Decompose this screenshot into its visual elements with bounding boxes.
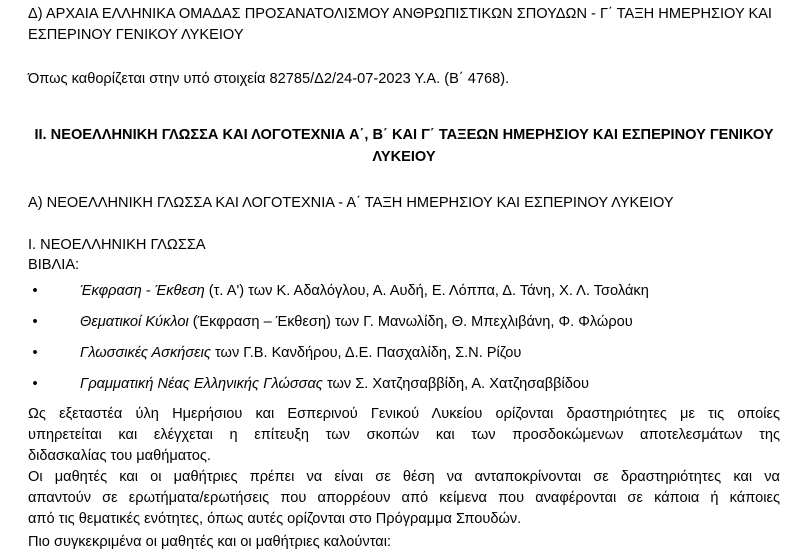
- bullet-icon: •: [32, 345, 38, 361]
- paragraph-2: [28, 467, 780, 530]
- book-title: Γλωσσικές Ασκήσεις: [80, 345, 211, 361]
- book-entry-3: [80, 343, 521, 364]
- paragraph-line: Πιο συγκεκριμένα οι μαθητές και οι μαθήτριες καλούνται:: [28, 534, 391, 550]
- paragraph-line: από τις θεματικές ενότητες, όπως αυτές ορίζονται στο Πρόγραμμα Σπουδών.: [28, 511, 522, 527]
- bullet-icon: •: [32, 283, 38, 299]
- paragraph-line: Ως εξεταστέα ύλη Ημερήσιου και Εσπερινού Γενικού Λυκείου ορίζονται δραστηριότητες με τις οποίες: [28, 406, 780, 422]
- book-entry-2: [80, 312, 633, 333]
- section-d-note: Όπως καθορίζεται στην υπό στοιχεία 82785/Δ2/24-07-2023 Υ.Α. (Β΄ 4768).: [28, 71, 510, 87]
- bullet-icon: •: [32, 314, 38, 330]
- book-entry-1: [80, 281, 649, 302]
- book-entry-4: [80, 374, 589, 395]
- paragraph-line: υπηρετείται και ελέγχεται η επίτευξη των σκοπών και των προσδοκώμενων αποτελεσμάτων της: [28, 427, 780, 443]
- book-authors: (τ. Α') των Κ. Αδαλόγλου, Α. Αυδή, Ε. Λόππα, Δ. Τάνη, Χ. Λ. Τσολάκη: [204, 283, 649, 299]
- book-authors: των Σ. Χατζησαββίδη, Α. Χατζησαββίδου: [322, 376, 589, 392]
- section-d-heading-line2: ΕΣΠΕΡΙΝΟΥ ΓΕΝΙΚΟΥ ΛΥΚΕΙΟΥ: [28, 27, 244, 43]
- section-a-title: Α) ΝΕΟΕΛΛΗΝΙΚΗ ΓΛΩΣΣΑ ΚΑΙ ΛΟΓΟΤΕΧΝΙΑ - Α΄ ΤΑΞΗ ΗΜΕΡΗΣΙΟΥ ΚΑΙ ΕΣΠΕΡΙΝΟΥ ΛΥΚΕΙΟΥ: [28, 195, 674, 211]
- book-title: Θεματικοί Κύκλοι: [80, 314, 189, 330]
- paragraph-1: [28, 404, 780, 467]
- books-label: ΒΙΒΛΙΑ:: [28, 257, 80, 273]
- book-title: Έκφραση - Έκθεση: [80, 283, 205, 299]
- bullet-icon: •: [32, 376, 38, 392]
- book-authors: (Έκφραση – Έκθεση) των Γ. Μανωλίδη, Θ. Μπεχλιβάνη, Φ. Φλώρου: [188, 314, 633, 330]
- paragraph-line: Οι μαθητές και οι μαθήτριες πρέπει να είναι σε θέση να ανταποκρίνονται σε δραστηριότητες και να: [28, 469, 780, 485]
- book-authors: των Γ.Β. Κανδήρου, Δ.Ε. Πασχαλίδη, Σ.Ν. Ρίζου: [210, 345, 522, 361]
- section-ii-heading-line2: ΛΥΚΕΙΟΥ: [372, 149, 436, 165]
- book-title: Γραμματική Νέας Ελληνικής Γλώσσας: [80, 376, 323, 392]
- section-d-heading-line1: Δ) ΑΡΧΑΙΑ ΕΛΛΗΝΙΚΑ ΟΜΑΔΑΣ ΠΡΟΣΑΝΑΤΟΛΙΣΜΟΥ ΑΝΘΡΩΠΙΣΤΙΚΩΝ ΣΠΟΥΔΩΝ - Γ΄ ΤΑΞΗ ΗΜΕΡΗΣΙΟΥ ΚΑΙ: [28, 6, 772, 22]
- paragraph-line: διδασκαλίας του μαθήματος.: [28, 448, 211, 464]
- subsection-i-title: Ι. ΝΕΟΕΛΛΗΝΙΚΗ ΓΛΩΣΣΑ: [28, 237, 206, 253]
- paragraph-3: [28, 532, 780, 553]
- paragraph-line: απαντούν σε ερωτήματα/ερωτήσεις που απορρέουν από κείμενα που αναφέρονται σε κάποια ή κάποιες: [28, 490, 780, 506]
- document-page: [28, 0, 780, 559]
- section-ii-heading-line1: ΙΙ. ΝΕΟΕΛΛΗΝΙΚΗ ΓΛΩΣΣΑ ΚΑΙ ΛΟΓΟΤΕΧΝΙΑ Α΄, Β΄ ΚΑΙ Γ΄ ΤΑΞΕΩΝ ΗΜΕΡΗΣΙΟΥ ΚΑΙ ΕΣΠΕΡΙΝΟΥ ΓΕΝΙΚΟΥ: [34, 127, 774, 143]
